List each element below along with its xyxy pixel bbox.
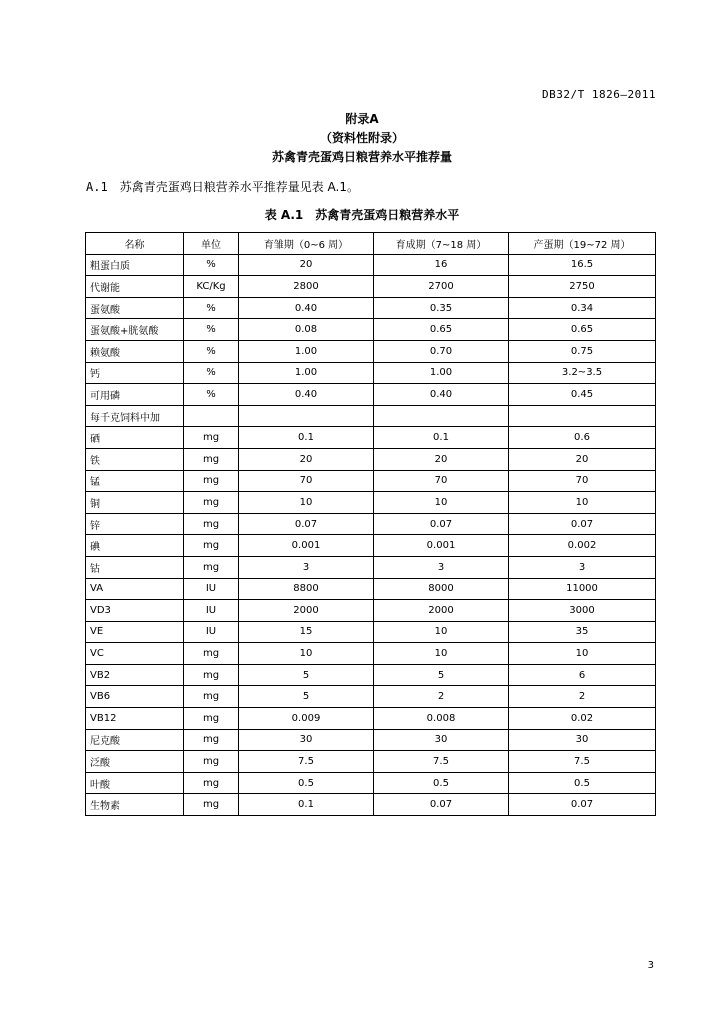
table-row [86,319,656,341]
annex-title: 苏禽青壳蛋鸡日粮营养水平推荐量 [271,150,452,164]
table-row [86,470,656,492]
table-row [86,427,656,449]
cell-name: 泛酸 [86,751,184,773]
cell-brooding: 0.1 [239,427,374,449]
cell-laying: 7.5 [509,751,656,773]
cell-growing: 0.07 [374,513,509,535]
cell-brooding: 8800 [239,578,374,600]
cell-growing: 0.35 [374,297,509,319]
table-row [86,772,656,794]
cell-brooding: 1.00 [239,340,374,362]
cell-name: 硒 [86,427,184,449]
cell-growing [374,405,509,427]
table-row [86,297,656,319]
cell-brooding: 3 [239,556,374,578]
cell-brooding: 0.001 [239,535,374,557]
cell-growing: 16 [374,254,509,276]
cell-name: 蛋氨酸 [86,297,184,319]
cell-unit: mg [184,708,239,730]
cell-unit: mg [184,729,239,751]
cell-name: 锌 [86,513,184,535]
cell-laying: 0.34 [509,297,656,319]
cell-laying: 10 [509,643,656,665]
cell-laying: 3.2~3.5 [509,362,656,384]
cell-unit: mg [184,794,239,816]
table-row [86,405,656,427]
cell-growing: 0.008 [374,708,509,730]
table-row [86,492,656,514]
cell-growing: 10 [374,492,509,514]
table-row [86,643,656,665]
table-row [86,535,656,557]
cell-unit: KC/Kg [184,276,239,298]
table-row [86,276,656,298]
cell-brooding: 10 [239,643,374,665]
cell-unit: % [184,384,239,406]
cell-name: 叶酸 [86,772,184,794]
table-row [86,751,656,773]
cell-brooding [239,405,374,427]
cell-laying: 0.07 [509,513,656,535]
cell-unit: % [184,340,239,362]
cell-laying: 30 [509,729,656,751]
cell-unit: mg [184,664,239,686]
cell-laying: 0.5 [509,772,656,794]
cell-unit: % [184,319,239,341]
cell-name: 钴 [86,556,184,578]
cell-brooding: 20 [239,254,374,276]
cell-unit: % [184,254,239,276]
cell-unit: mg [184,448,239,470]
cell-brooding: 0.40 [239,384,374,406]
cell-name: 锰 [86,470,184,492]
table-row [86,448,656,470]
table-row [86,384,656,406]
cell-growing: 0.1 [374,427,509,449]
table-header-row [86,233,656,255]
cell-unit: mg [184,643,239,665]
cell-growing: 70 [374,470,509,492]
table-row [86,340,656,362]
cell-name: 赖氨酸 [86,340,184,362]
cell-name: 每千克饲料中加 [86,405,184,427]
cell-unit: % [184,362,239,384]
cell-laying: 20 [509,448,656,470]
cell-unit: mg [184,427,239,449]
cell-laying: 0.02 [509,708,656,730]
cell-name: 尼克酸 [86,729,184,751]
cell-growing: 30 [374,729,509,751]
cell-name: VC [86,643,184,665]
header-cell-growing: 育成期（7~18 周） [374,233,509,255]
cell-laying: 0.75 [509,340,656,362]
cell-name: 粗蛋白质 [86,254,184,276]
cell-name: VA [86,578,184,600]
cell-brooding: 5 [239,664,374,686]
cell-unit [184,405,239,427]
cell-brooding: 0.5 [239,772,374,794]
cell-growing: 10 [374,643,509,665]
header-cell-brooding: 育雏期（0~6 周） [239,233,374,255]
table-row [86,600,656,622]
table-row [86,794,656,816]
cell-brooding: 15 [239,621,374,643]
cell-unit: mg [184,535,239,557]
cell-laying: 35 [509,621,656,643]
annex-label: 附录A [345,112,379,126]
cell-brooding: 20 [239,448,374,470]
cell-brooding: 0.40 [239,297,374,319]
cell-unit: mg [184,513,239,535]
cell-laying: 3 [509,556,656,578]
cell-growing: 2000 [374,600,509,622]
cell-laying: 2750 [509,276,656,298]
header-cell-name: 名称 [86,233,184,255]
table-caption: 表 A.1 苏禽青壳蛋鸡日粮营养水平 [264,208,460,222]
cell-laying: 3000 [509,600,656,622]
cell-unit: mg [184,556,239,578]
cell-laying: 0.002 [509,535,656,557]
cell-unit: mg [184,772,239,794]
cell-brooding: 0.009 [239,708,374,730]
cell-growing: 0.001 [374,535,509,557]
table-row [86,578,656,600]
cell-brooding: 5 [239,686,374,708]
cell-growing: 20 [374,448,509,470]
cell-laying: 0.07 [509,794,656,816]
cell-brooding: 70 [239,470,374,492]
cell-brooding: 7.5 [239,751,374,773]
cell-name: 碘 [86,535,184,557]
table-row [86,362,656,384]
clause-a1 [86,178,359,195]
cell-growing: 1.00 [374,362,509,384]
cell-brooding: 0.1 [239,794,374,816]
cell-laying [509,405,656,427]
cell-laying: 11000 [509,578,656,600]
cell-name: 铜 [86,492,184,514]
cell-growing: 0.70 [374,340,509,362]
cell-name: VD3 [86,600,184,622]
cell-growing: 0.40 [374,384,509,406]
cell-growing: 0.5 [374,772,509,794]
cell-growing: 7.5 [374,751,509,773]
cell-growing: 0.07 [374,794,509,816]
annex-nature: （资料性附录） [319,131,404,145]
cell-unit: IU [184,621,239,643]
cell-name: VE [86,621,184,643]
cell-name: 钙 [86,362,184,384]
cell-brooding: 30 [239,729,374,751]
cell-name: 铁 [86,448,184,470]
cell-laying: 6 [509,664,656,686]
standard-code: DB32/T 1826—2011 [542,88,656,101]
clause-number: A.1 [86,180,108,194]
cell-brooding: 2000 [239,600,374,622]
cell-brooding: 0.07 [239,513,374,535]
table-row [86,621,656,643]
table-row [86,686,656,708]
cell-growing: 0.65 [374,319,509,341]
cell-laying: 2 [509,686,656,708]
table-row [86,664,656,686]
cell-name: VB2 [86,664,184,686]
table-row [86,729,656,751]
cell-growing: 10 [374,621,509,643]
cell-name: 可用磷 [86,384,184,406]
header-cell-unit: 单位 [184,233,239,255]
cell-growing: 2 [374,686,509,708]
header-cell-laying: 产蛋期（19~72 周） [509,233,656,255]
cell-laying: 70 [509,470,656,492]
cell-name: 代谢能 [86,276,184,298]
cell-growing: 5 [374,664,509,686]
cell-unit: IU [184,600,239,622]
cell-name: VB6 [86,686,184,708]
cell-growing: 3 [374,556,509,578]
clause-text: 苏禽青壳蛋鸡日粮营养水平推荐量见表 A.1。 [119,180,359,194]
table-row [86,254,656,276]
cell-growing: 2700 [374,276,509,298]
cell-brooding: 1.00 [239,362,374,384]
cell-unit: IU [184,578,239,600]
page-number: 3 [647,960,654,971]
cell-name: 生物素 [86,794,184,816]
cell-brooding: 2800 [239,276,374,298]
annex-heading [0,110,724,167]
nutrition-table [85,232,656,816]
cell-brooding: 0.08 [239,319,374,341]
cell-name: 蛋氨酸+胱氨酸 [86,319,184,341]
table-row [86,513,656,535]
cell-name: VB12 [86,708,184,730]
cell-unit: mg [184,751,239,773]
table-row [86,708,656,730]
cell-growing: 8000 [374,578,509,600]
cell-unit: mg [184,492,239,514]
table-row [86,556,656,578]
cell-unit: mg [184,686,239,708]
cell-laying: 10 [509,492,656,514]
cell-unit: mg [184,470,239,492]
table-body [86,254,656,815]
cell-laying: 16.5 [509,254,656,276]
cell-unit: % [184,297,239,319]
cell-brooding: 10 [239,492,374,514]
cell-laying: 0.65 [509,319,656,341]
cell-laying: 0.6 [509,427,656,449]
cell-laying: 0.45 [509,384,656,406]
